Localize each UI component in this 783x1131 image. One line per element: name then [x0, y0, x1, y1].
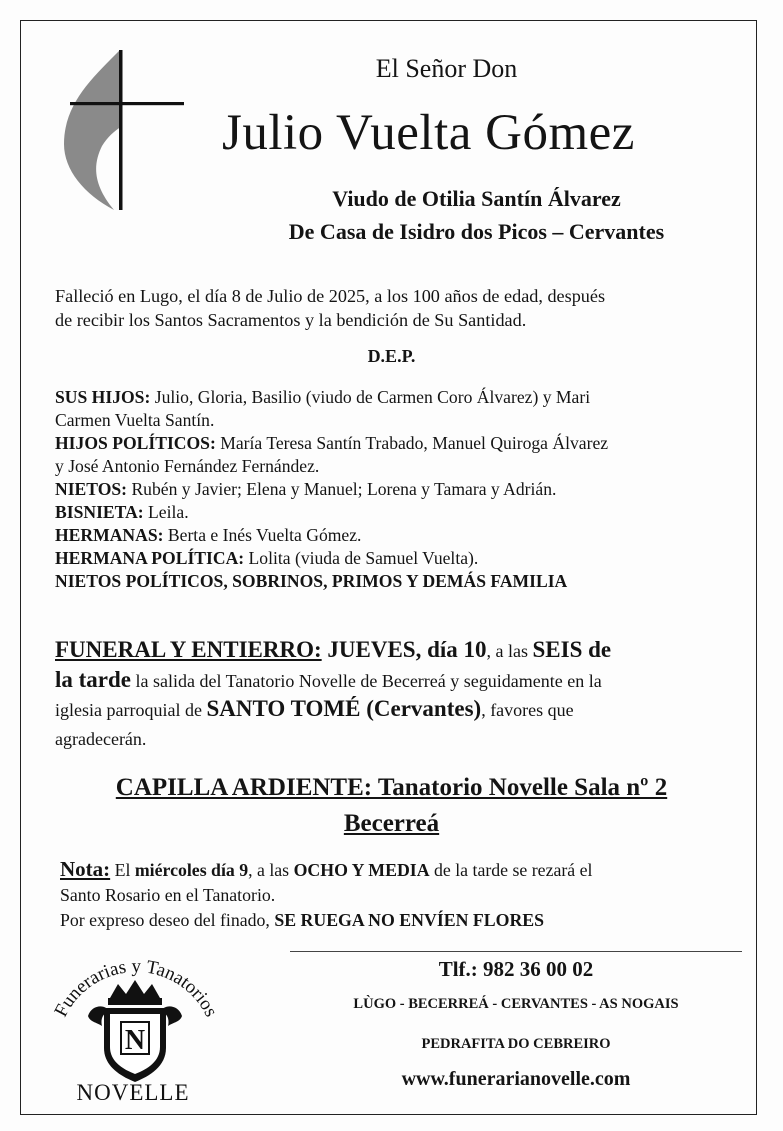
family-label: BISNIETA:	[55, 502, 144, 522]
honorific: El Señor Don	[375, 54, 518, 83]
family-great-granddaughter: BISNIETA: Leila.	[55, 502, 189, 522]
logo-arc-text: Funerarias y Tanatorios	[50, 955, 222, 1021]
divider	[290, 951, 742, 952]
family-in-laws-cont: y José Antonio Fernández Fernández.	[55, 456, 320, 476]
funeral-line: FUNERAL Y ENTIERRO: JUEVES, día 10, a las SEIS de	[55, 637, 612, 662]
widower-line: Viudo de Otilia Santín Álvarez	[332, 186, 621, 211]
note-line: Nota: El miércoles día 9, a las OCHO Y MEDIA de la tarde se rezará el	[60, 857, 593, 881]
dep-heading: D.E.P.	[367, 346, 416, 366]
family-label: HIJOS POLÍTICOS:	[55, 433, 216, 453]
family-sisters: HERMANAS: Berta e Inés Vuelta Gómez.	[55, 525, 362, 545]
no-flowers-request: SE RUEGA NO ENVÍEN FLORES	[274, 910, 545, 930]
funeral-line: agradecerán.	[55, 728, 147, 749]
family-label: HERMANAS:	[55, 525, 164, 545]
church-name: SANTO TOMÉ (Cervantes)	[206, 696, 482, 721]
locations-line: PEDRAFITA DO CEBREIRO	[421, 1036, 611, 1052]
family-grandchildren: NIETOS: Rubén y Javier; Elena y Manuel; Lorena y Tamara y Adrián.	[55, 479, 557, 499]
phone-number: Tlf.: 982 36 00 02	[438, 957, 594, 981]
death-notice-line: Falleció en Lugo, el día 8 de Julio de 2025, a los 100 años de edad, después	[55, 286, 606, 306]
deceased-name: Julio Vuelta Gómez	[222, 105, 635, 161]
note-line: Por expreso deseo del finado, SE RUEGA NO ENVÍEN FLORES	[60, 910, 545, 930]
family-children-cont: Carmen Vuelta Santín.	[55, 410, 215, 430]
funeral-info	[55, 636, 720, 753]
family-label: HERMANA POLÍTICA:	[55, 548, 245, 568]
chapel-line: CAPILLA ARDIENTE: Tanatorio Novelle Sala nº 2	[115, 774, 668, 801]
chapel-info	[0, 770, 783, 842]
funeral-line: iglesia parroquial de SANTO TOMÉ (Cervantes), favores que	[55, 696, 574, 721]
chapel-town: Becerreá	[343, 810, 440, 837]
novelle-logo	[28, 938, 238, 1108]
family-label: SUS HIJOS:	[55, 387, 151, 407]
family-label: NIETOS:	[55, 479, 128, 499]
family-sister-in-law: HERMANA POLÍTICA: Lolita (viuda de Samuel Vuelta).	[55, 548, 479, 568]
family-others: NIETOS POLÍTICOS, SOBRINOS, PRIMOS Y DEMÁS FAMILIA	[55, 571, 568, 591]
house-line: De Casa de Isidro dos Picos – Cervantes	[288, 219, 665, 244]
note-line: Santo Rosario en el Tanatorio.	[60, 885, 276, 905]
death-notice	[55, 284, 745, 332]
note-label: Nota:	[60, 857, 111, 881]
website: www.funerarianovelle.com	[401, 1068, 631, 1090]
death-notice-line: de recibir los Santos Sacramentos y la bendición de Su Santidad.	[55, 310, 527, 330]
family-in-laws: HIJOS POLÍTICOS: María Teresa Santín Trabado, Manuel Quiroga Álvarez	[55, 433, 609, 453]
logo-letter: N	[124, 1025, 146, 1056]
logo-name: NOVELLE	[76, 1080, 190, 1105]
funeral-label: FUNERAL Y ENTIERRO:	[55, 637, 322, 662]
locations-line: LÙGO - BECERREÁ - CERVANTES - AS NOGAIS	[353, 996, 679, 1012]
family-list	[55, 386, 755, 593]
note-section	[60, 857, 740, 933]
funeral-line: la tarde la salida del Tanatorio Novelle de Becerreá y seguidamente en la	[55, 666, 602, 692]
family-children: SUS HIJOS: Julio, Gloria, Basilio (viudo de Carmen Coro Álvarez) y Mari	[55, 387, 591, 407]
